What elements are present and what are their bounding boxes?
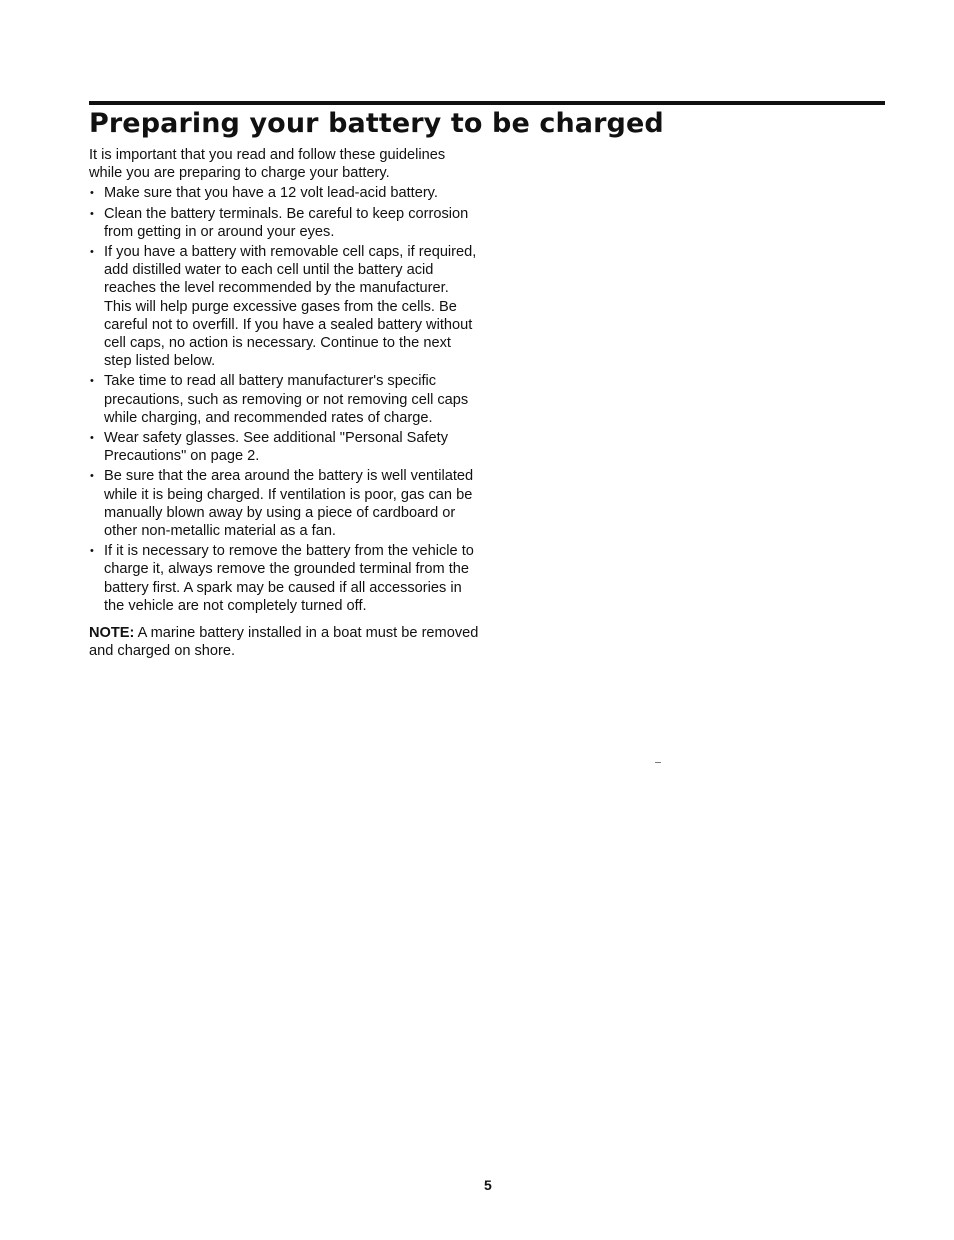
list-item [89, 467, 479, 540]
note-text: A marine battery installed in a boat must be removed and charged on shore. [89, 625, 479, 660]
bullet-icon: • [90, 470, 94, 483]
note-paragraph [89, 624, 479, 660]
page-number: 5 [484, 1177, 492, 1193]
list-item [89, 184, 479, 202]
bullet-icon: • [90, 545, 94, 558]
list-item-text: If you have a battery with removable cell caps, if required, add distilled water to each cell until the battery acid reaches the level recommended by the manufacturer. This will help purge excessive gases from the cells. Be careful not to overfill. If you have a sealed battery without cell caps, no action is necessary. Continue to the next step listed below. [104, 244, 477, 370]
list-item [89, 243, 479, 370]
list-item-text: Make sure that you have a 12 volt lead-acid battery. [104, 185, 438, 202]
intro-paragraph: It is important that you read and follow these guidelines while you are preparing to charge your battery. [89, 147, 446, 182]
list-item-text: Take time to read all battery manufacturer's specific precautions, such as removing or not removing cell caps while charging, and recommended rates of charge. [104, 373, 469, 426]
note-label: NOTE: [89, 625, 135, 642]
scan-mark [655, 762, 661, 763]
list-item [89, 429, 479, 465]
list-item [89, 542, 479, 615]
bullet-icon: • [90, 432, 94, 445]
list-item-text: Clean the battery terminals. Be careful to keep corrosion from getting in or around your eyes. [104, 205, 469, 240]
bullet-icon: • [90, 187, 94, 200]
guidelines-section [89, 146, 479, 660]
list-item-text: Be sure that the area around the battery is well ventilated while it is being charged. If ventilation is poor, gas can be manually blown away by using a piece of cardboard or other non-metallic material as a fan. [104, 468, 474, 540]
list-item [89, 205, 479, 241]
bullet-icon: • [90, 207, 94, 220]
list-item-text: If it is necessary to remove the battery from the vehicle to charge it, always remove the grounded terminal from the battery first. A spark may be caused if all accessories in the vehicle are not completely turned off. [104, 543, 474, 614]
page-title: Preparing your battery to be charged [89, 108, 664, 139]
guidelines-list [89, 184, 479, 615]
header-rule [89, 101, 885, 105]
list-item-text: Wear safety glasses. See additional "Personal Safety Precautions" on page 2. [104, 430, 449, 465]
list-item [89, 372, 479, 427]
bullet-icon: • [90, 246, 94, 259]
bullet-icon: • [90, 375, 94, 388]
